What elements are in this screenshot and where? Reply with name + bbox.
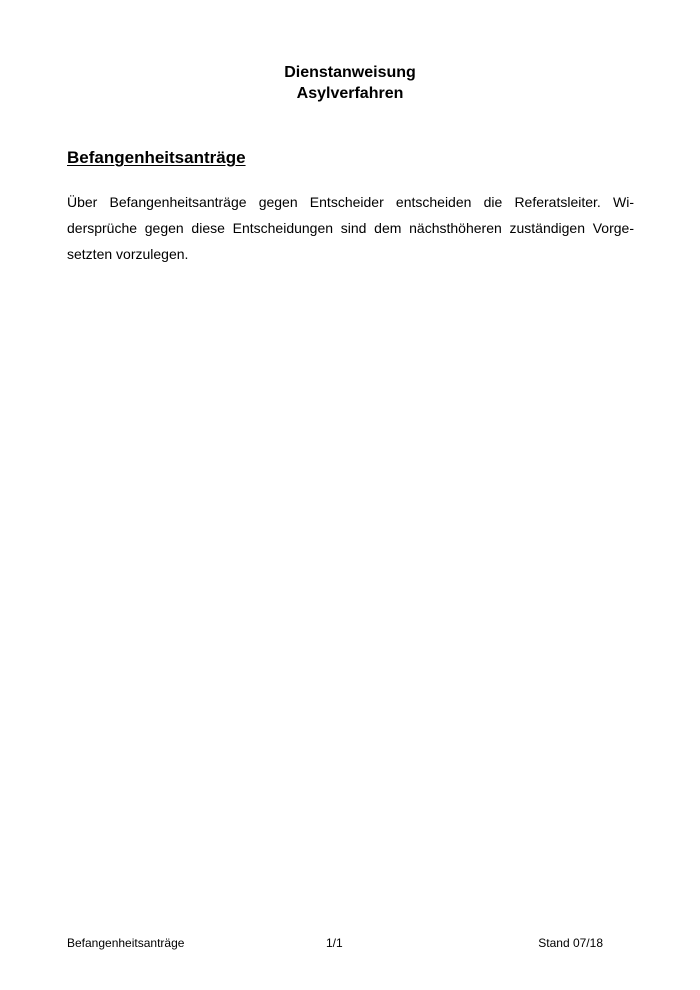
document-title: Dienstanweisung <box>284 64 416 81</box>
document-subtitle: Asylverfahren <box>296 85 404 102</box>
page-footer <box>67 934 603 952</box>
footer-version-date: Stand 07/18 <box>538 936 603 950</box>
section-paragraph: Über Befangenheitsanträge gegen Entscheider entscheiden die Referatsleiter. Widersprüche gegen diese Entscheidungen sind dem nächsthöheren zuständigen Vorgesetzten vorzulegen. <box>67 194 634 262</box>
footer-page-number: 1/1 <box>326 936 343 950</box>
section-heading: Befangenheitsanträge <box>67 148 246 167</box>
document-header <box>0 62 700 104</box>
footer-section-name: Befangenheitsanträge <box>67 936 185 950</box>
